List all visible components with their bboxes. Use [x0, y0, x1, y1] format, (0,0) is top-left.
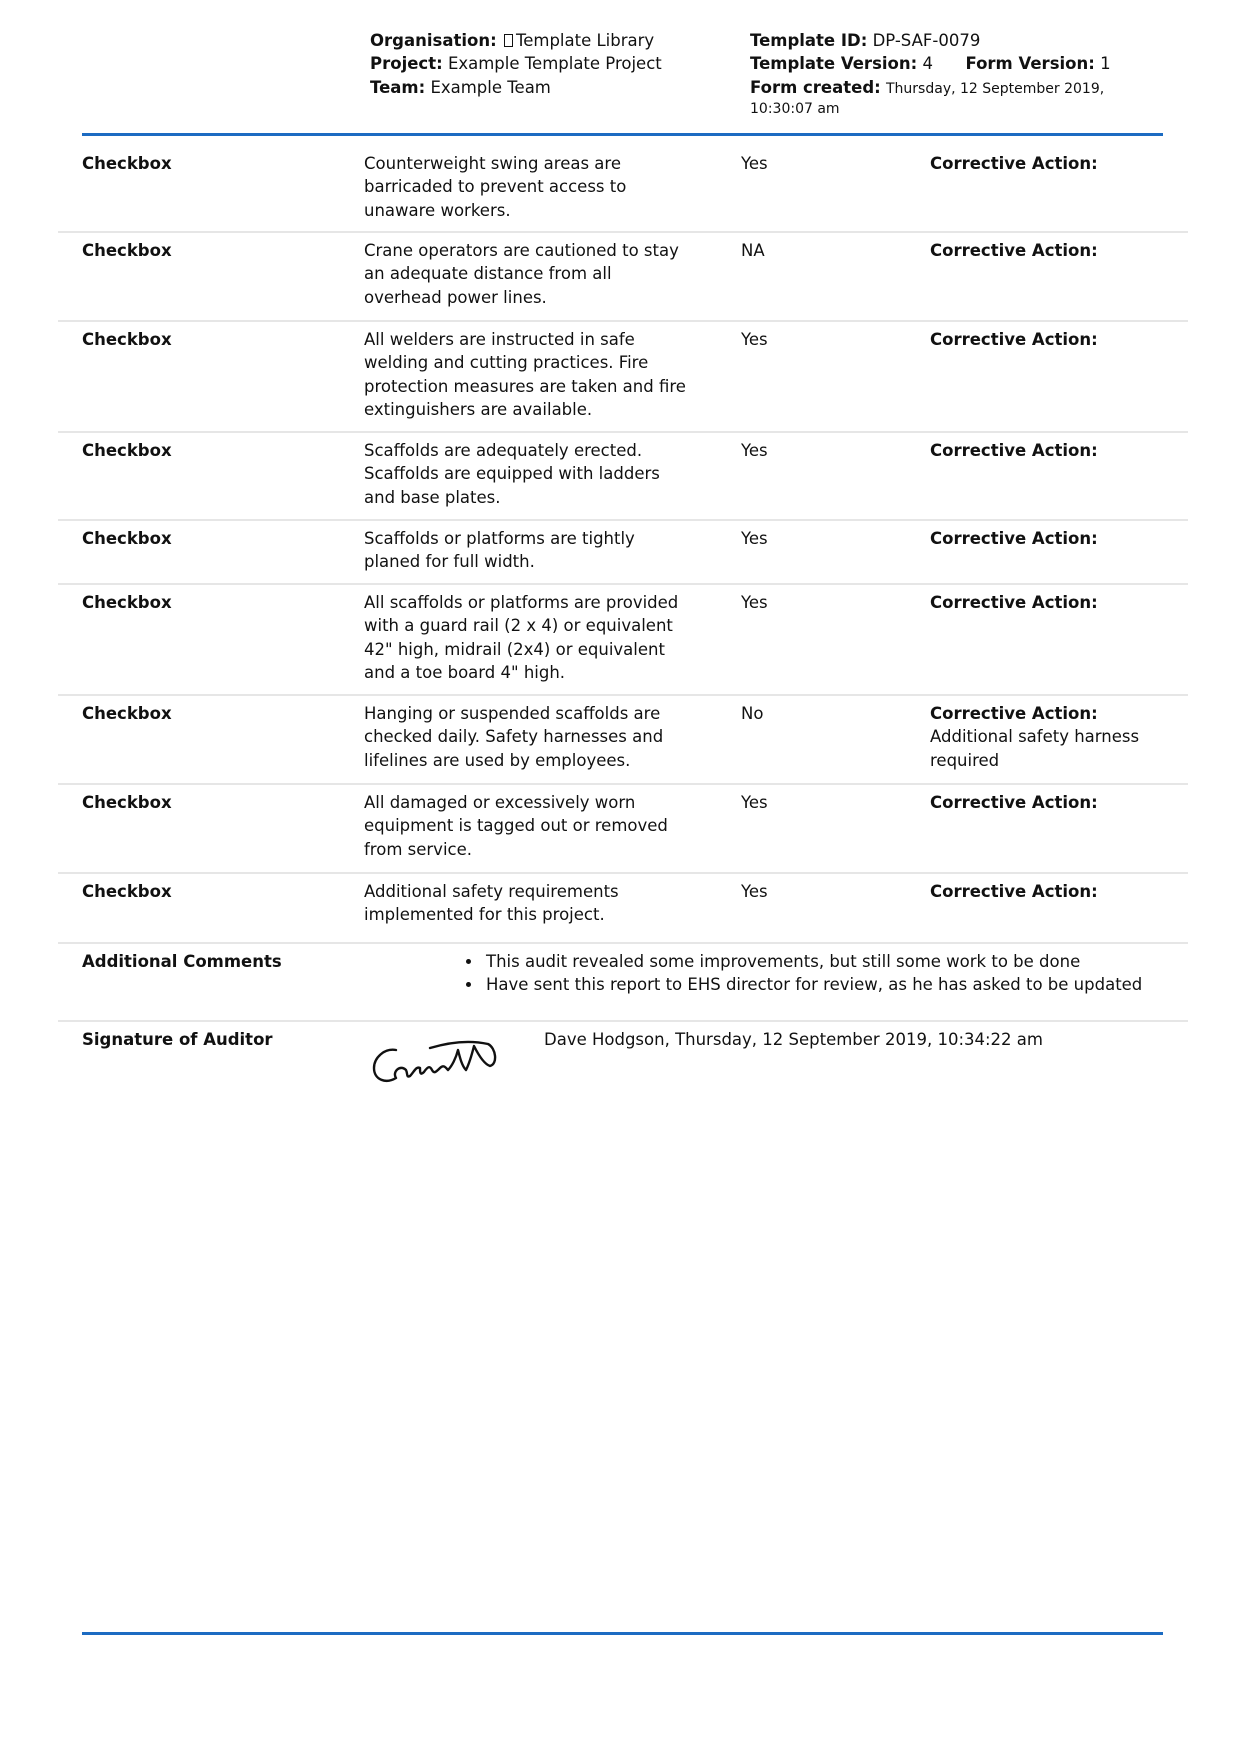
table-row: [58, 791, 1188, 874]
version-line: [750, 52, 1130, 75]
comments-row: [58, 950, 1188, 1022]
row-value: Yes: [741, 593, 768, 612]
row-value: No: [741, 704, 764, 723]
corrective-action: [930, 702, 1170, 772]
comment-item: This audit revealed some improvements, but still some work to be done: [428, 950, 1142, 973]
form-version-value: 1: [1100, 54, 1111, 74]
table-row: [58, 880, 1188, 944]
row-value: NA: [741, 241, 765, 260]
row-description: All damaged or excessively worn equipment is tagged out or removed from service.: [364, 793, 668, 859]
signature-label: Signature of Auditor: [82, 1030, 273, 1049]
form-created-label: Form created:: [750, 77, 881, 97]
row-type: Checkbox: [82, 330, 172, 349]
row-description: Counterweight swing areas are barricaded to prevent access to unaware workers.: [364, 154, 627, 220]
corrective-action-label: Corrective Action:: [930, 529, 1098, 548]
row-description: Additional safety requirements implemented for this project.: [364, 882, 619, 925]
row-value: Yes: [741, 793, 768, 812]
row-description: All welders are instructed in safe welding and cutting practices. Fire protection measures are taken and fire extinguishers are available.: [364, 330, 686, 420]
corrective-action-label: Corrective Action:: [930, 330, 1098, 349]
row-type: Checkbox: [82, 529, 172, 548]
bullet-icon: [466, 959, 471, 964]
footer-rule: [82, 1632, 1163, 1635]
team-label: Team:: [370, 77, 426, 97]
header-left: [370, 29, 662, 99]
form-created-value-line2: 10:30:07 am: [750, 100, 840, 117]
template-version-value: 4: [922, 54, 933, 74]
building-icon: [504, 34, 513, 47]
table-row: [58, 328, 1188, 433]
team-value: Example Team: [430, 77, 551, 97]
corrective-action-label: Corrective Action:: [930, 441, 1098, 460]
row-type: Checkbox: [82, 241, 172, 260]
template-version-label: Template Version:: [750, 54, 918, 74]
row-value: Yes: [741, 529, 768, 548]
table-row: [58, 702, 1188, 785]
table-row: [58, 239, 1188, 322]
row-type: Checkbox: [82, 154, 172, 173]
corrective-action-label: Corrective Action:: [930, 241, 1098, 260]
row-description: Scaffolds or platforms are tightly planed for full width.: [364, 529, 635, 572]
table-row: [58, 152, 1188, 233]
corrective-action: [930, 239, 1170, 262]
team-line: [370, 76, 662, 99]
row-value: Yes: [741, 441, 768, 460]
corrective-action-label: Corrective Action:: [930, 793, 1098, 812]
template-id-label: Template ID:: [750, 31, 868, 50]
corrective-action: [930, 791, 1170, 814]
comments-label: Additional Comments: [82, 952, 282, 971]
form-created-line: [750, 76, 1130, 100]
corrective-action-label: Corrective Action:: [930, 154, 1098, 173]
corrective-action: [930, 527, 1170, 550]
corrective-action: [930, 880, 1170, 903]
row-value: Yes: [741, 330, 768, 349]
row-description: All scaffolds or platforms are provided with a guard rail (2 x 4) or equivalent 42" high, midrail (2x4) or equivalent and a toe board 4" high.: [364, 593, 679, 683]
project-value: Example Template Project: [447, 54, 662, 74]
header-rule: [82, 133, 1163, 136]
table-row: [58, 527, 1188, 585]
corrective-action: [930, 152, 1170, 175]
project-label: Project:: [370, 54, 443, 74]
corrective-action-label: Corrective Action:: [930, 882, 1098, 901]
row-type: Checkbox: [82, 882, 172, 901]
organisation-line: [370, 29, 662, 52]
form-version-label: Form Version:: [965, 54, 1095, 74]
corrective-action-label: Corrective Action:: [930, 704, 1098, 723]
row-type: Checkbox: [82, 793, 172, 812]
row-description: Hanging or suspended scaffolds are checked daily. Safety harnesses and lifelines are used by employees.: [364, 704, 664, 770]
comments-list: [428, 950, 1142, 997]
signature-image: [370, 1036, 502, 1092]
header-right: [750, 29, 1130, 120]
row-value: Yes: [741, 154, 768, 173]
bullet-icon: [466, 982, 471, 987]
template-id-line: [750, 29, 1130, 52]
row-type: Checkbox: [82, 441, 172, 460]
corrective-action: [930, 328, 1170, 351]
template-id-value: DP-SAF-0079: [872, 31, 981, 50]
form-created-value-line1: Thursday, 12 September 2019,: [886, 80, 1105, 97]
row-description: Scaffolds are adequately erected. Scaffolds are equipped with ladders and base plates.: [364, 441, 660, 507]
project-line: [370, 52, 662, 75]
table-row: [58, 591, 1188, 696]
table-row: [58, 439, 1188, 521]
row-type: Checkbox: [82, 593, 172, 612]
comment-item: Have sent this report to EHS director for review, as he has asked to be updated: [428, 973, 1142, 996]
organisation-label: Organisation:: [370, 31, 497, 50]
row-value: Yes: [741, 882, 768, 901]
row-type: Checkbox: [82, 704, 172, 723]
signature-row: [58, 1028, 1188, 1098]
corrective-action: [930, 591, 1170, 614]
organisation-value: Template Library: [515, 31, 655, 50]
signature-signed-by: Dave Hodgson, Thursday, 12 September 2019, 10:34:22 am: [544, 1030, 1043, 1049]
corrective-action-label: Corrective Action:: [930, 593, 1098, 612]
row-description: Crane operators are cautioned to stay an adequate distance from all overhead power lines.: [364, 241, 679, 307]
corrective-action: [930, 439, 1170, 462]
corrective-action-value: Additional safety harness required: [930, 727, 1140, 770]
